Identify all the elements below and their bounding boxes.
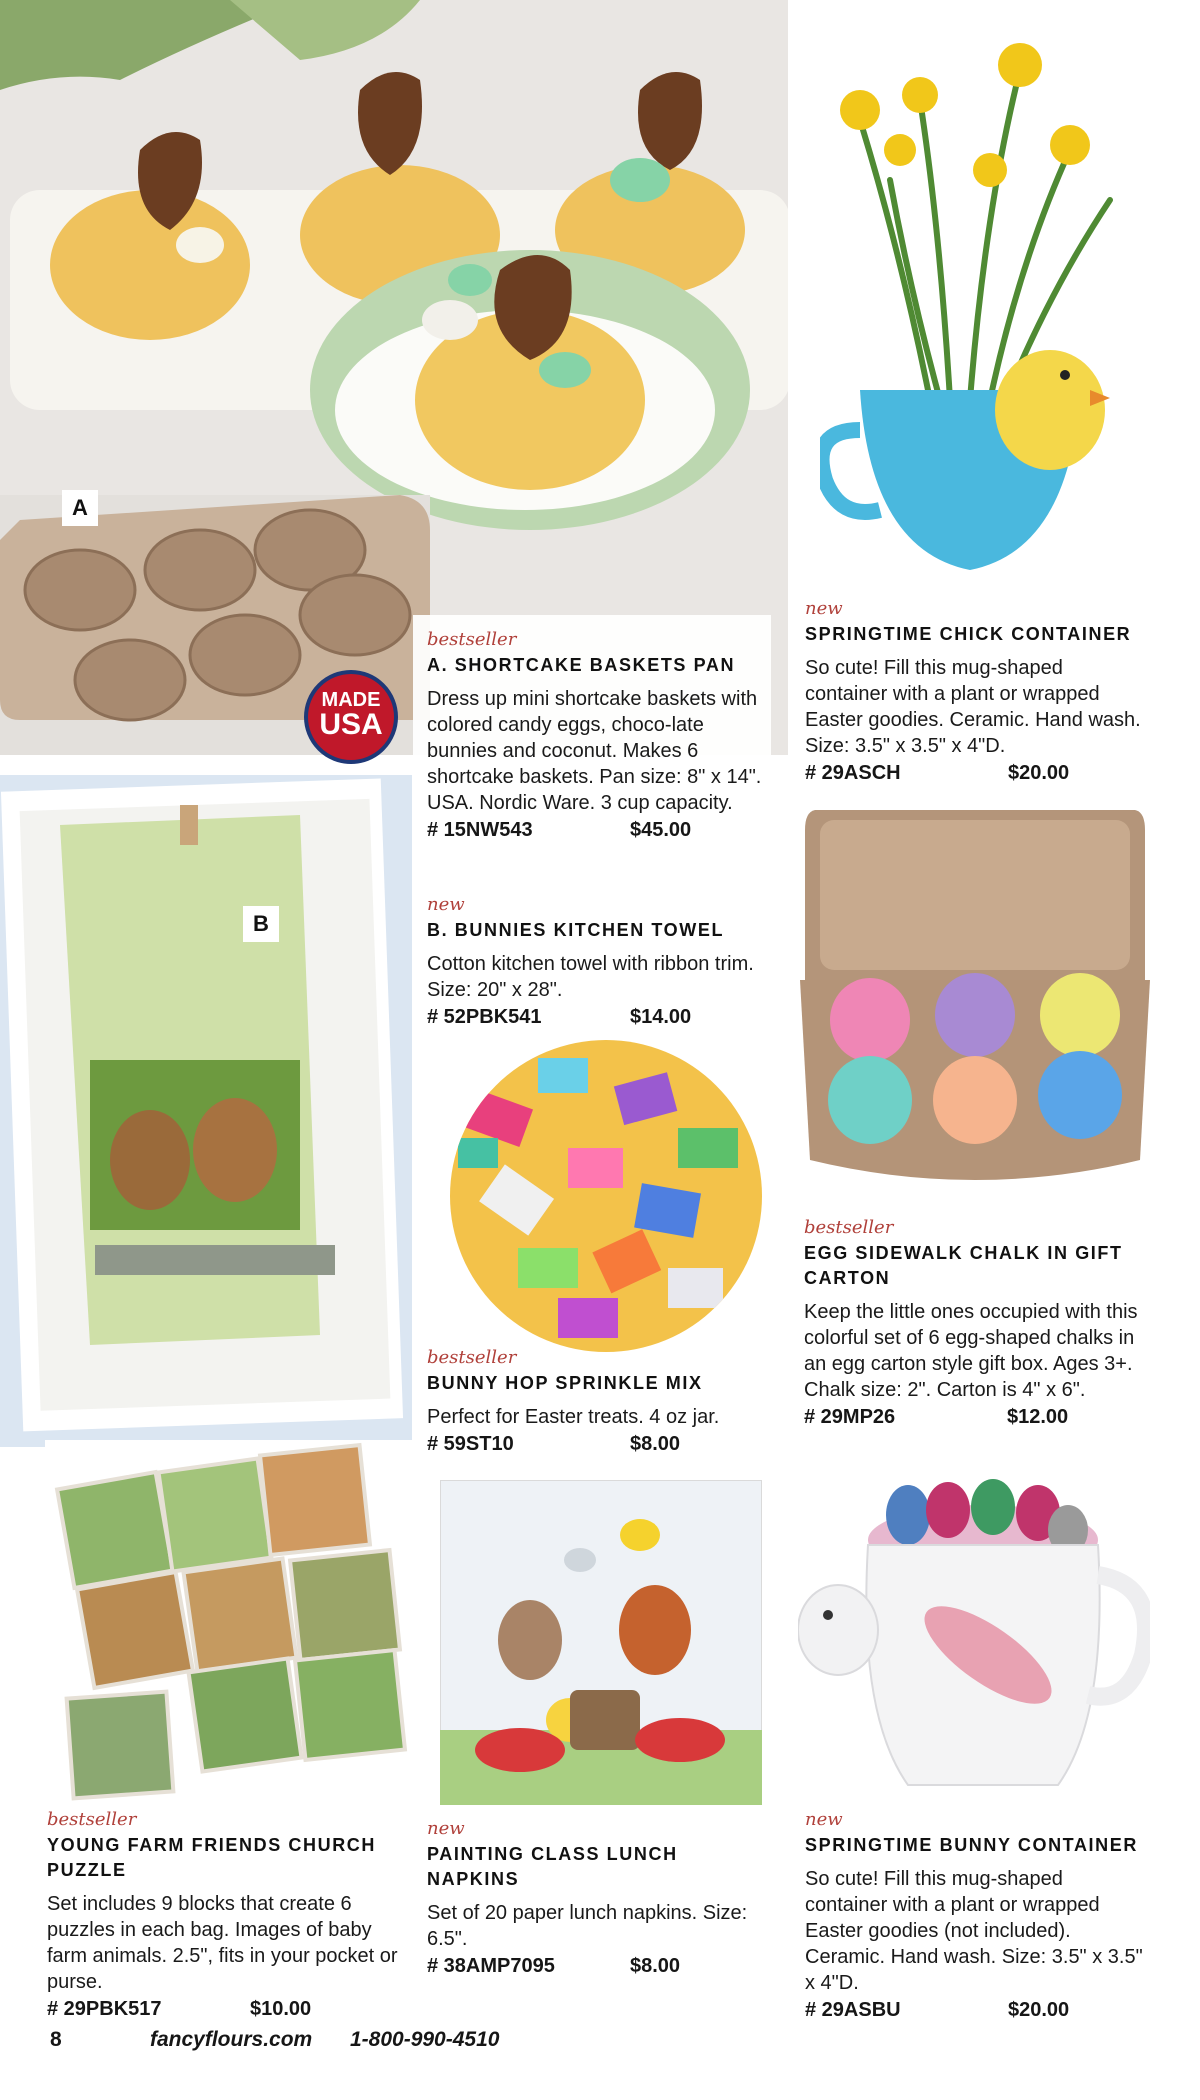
product-price: $14.00 bbox=[630, 1006, 692, 1028]
product-price: $8.00 bbox=[630, 1433, 681, 1455]
product-tag: new bbox=[427, 894, 465, 915]
product-description: Dress up mini shortcake baskets with colored candy eggs, choco-late bunnies and coconut. Makes 6 shortcake baskets. Pan size: 8" x 14". USA. Nordic Ware. 3 cup capacity. bbox=[427, 688, 762, 814]
product-price: $45.00 bbox=[630, 819, 692, 841]
product-springtime-chick-container bbox=[805, 598, 1150, 786]
product-tag: new bbox=[805, 1809, 843, 1830]
usa-badge-bottom: USA bbox=[319, 708, 383, 741]
product-price: $12.00 bbox=[1007, 1406, 1069, 1428]
product-price: $20.00 bbox=[1008, 1999, 1070, 2021]
product-sku: # 59ST10 bbox=[427, 1433, 514, 1455]
product-sku-price bbox=[427, 1004, 772, 1030]
product-sku: # 29ASCH bbox=[805, 762, 901, 784]
product-description: Perfect for Easter treats. 4 oz jar. bbox=[427, 1406, 720, 1428]
product-title: SPRINGTIME CHICK CONTAINER bbox=[805, 624, 1132, 644]
phone-number: 1-800-990-4510 bbox=[350, 2028, 500, 2051]
product-sku-price bbox=[427, 817, 771, 843]
product-sku: # 38AMP7095 bbox=[427, 1955, 555, 1977]
product-title: BUNNY HOP SPRINKLE MIX bbox=[427, 1373, 703, 1393]
product-bunny-hop-sprinkle-mix bbox=[427, 1347, 772, 1457]
product-tag: bestseller bbox=[427, 1347, 517, 1368]
product-springtime-bunny-container bbox=[805, 1809, 1150, 2023]
painting-class-napkins-photo bbox=[440, 1480, 762, 1805]
product-bunnies-kitchen-towel bbox=[427, 894, 772, 1030]
product-sku-price bbox=[427, 1953, 772, 1979]
product-shortcake-baskets-pan bbox=[413, 615, 771, 873]
page-number: 8 bbox=[50, 2028, 62, 2051]
product-title: YOUNG FARM FRIENDS CHURCH PUZZLE bbox=[47, 1835, 377, 1880]
product-sku-price bbox=[47, 1996, 407, 2022]
product-sku-price bbox=[805, 1997, 1150, 2023]
egg-chalk-carton-photo bbox=[800, 800, 1150, 1200]
product-young-farm-friends-puzzle bbox=[47, 1809, 407, 2022]
product-egg-sidewalk-chalk bbox=[804, 1217, 1149, 1430]
product-sku-price bbox=[804, 1404, 1149, 1430]
page-footer bbox=[50, 2028, 499, 2052]
made-in-usa-badge bbox=[304, 670, 398, 764]
product-painting-class-napkins bbox=[427, 1818, 772, 1979]
product-description: So cute! Fill this mug-shaped container with a plant or wrapped Easter goodies. Ceramic. Hand wash. Size: 3.5" x 3.5" x 4"D. bbox=[805, 657, 1141, 757]
badge-a: A bbox=[62, 490, 98, 526]
website-link[interactable]: fancyflours.com bbox=[150, 2028, 313, 2051]
product-title: EGG SIDEWALK CHALK IN GIFT CARTON bbox=[804, 1243, 1123, 1288]
product-description: Set includes 9 blocks that create 6 puzzles in each bag. Images of baby farm animals. 2.5", fits in your pocket or purse. bbox=[47, 1893, 398, 1993]
sprinkle-mix-photo bbox=[448, 1038, 764, 1354]
product-sku: # 29PBK517 bbox=[47, 1998, 162, 2020]
product-tag: bestseller bbox=[47, 1809, 137, 1830]
usa-badge-top: MADE bbox=[321, 689, 381, 711]
product-tag: new bbox=[427, 1818, 465, 1839]
product-title: SPRINGTIME BUNNY CONTAINER bbox=[805, 1835, 1138, 1855]
product-description: Set of 20 paper lunch napkins. Size: 6.5". bbox=[427, 1902, 748, 1950]
product-title: A. SHORTCAKE BASKETS PAN bbox=[427, 655, 736, 675]
chick-container-photo bbox=[820, 30, 1140, 595]
product-price: $20.00 bbox=[1008, 762, 1070, 784]
product-price: $10.00 bbox=[250, 1998, 312, 2020]
product-sku-price bbox=[427, 1431, 772, 1457]
product-description: Cotton kitchen towel with ribbon trim. Size: 20" x 28". bbox=[427, 953, 754, 1001]
bunnies-kitchen-towel-photo bbox=[0, 775, 412, 1447]
product-price: $8.00 bbox=[630, 1955, 681, 1977]
product-title: PAINTING CLASS LUNCH NAPKINS bbox=[427, 1844, 678, 1889]
product-tag: bestseller bbox=[804, 1217, 894, 1238]
bunny-container-photo bbox=[798, 1465, 1150, 1810]
product-description: Keep the little ones occupied with this colorful set of 6 egg-shaped chalks in an egg carton style gift box. Ages 3+. Chalk size: 2". Carton is 4" x 6". bbox=[804, 1301, 1138, 1401]
badge-b: B bbox=[243, 906, 279, 942]
product-sku: # 29MP26 bbox=[804, 1406, 896, 1428]
product-tag: bestseller bbox=[427, 629, 517, 650]
product-sku-price bbox=[805, 760, 1150, 786]
product-sku: # 15NW543 bbox=[427, 819, 533, 841]
product-sku: # 29ASBU bbox=[805, 1999, 901, 2021]
church-puzzle-photo bbox=[45, 1440, 425, 1810]
product-tag: new bbox=[805, 598, 843, 619]
product-title: B. BUNNIES KITCHEN TOWEL bbox=[427, 920, 725, 940]
product-description: So cute! Fill this mug-shaped container with a plant or wrapped Easter goodies (not included). Ceramic. Hand wash. Size: 3.5" x 3.5" x 4"D. bbox=[805, 1868, 1143, 1994]
product-sku: # 52PBK541 bbox=[427, 1006, 542, 1028]
